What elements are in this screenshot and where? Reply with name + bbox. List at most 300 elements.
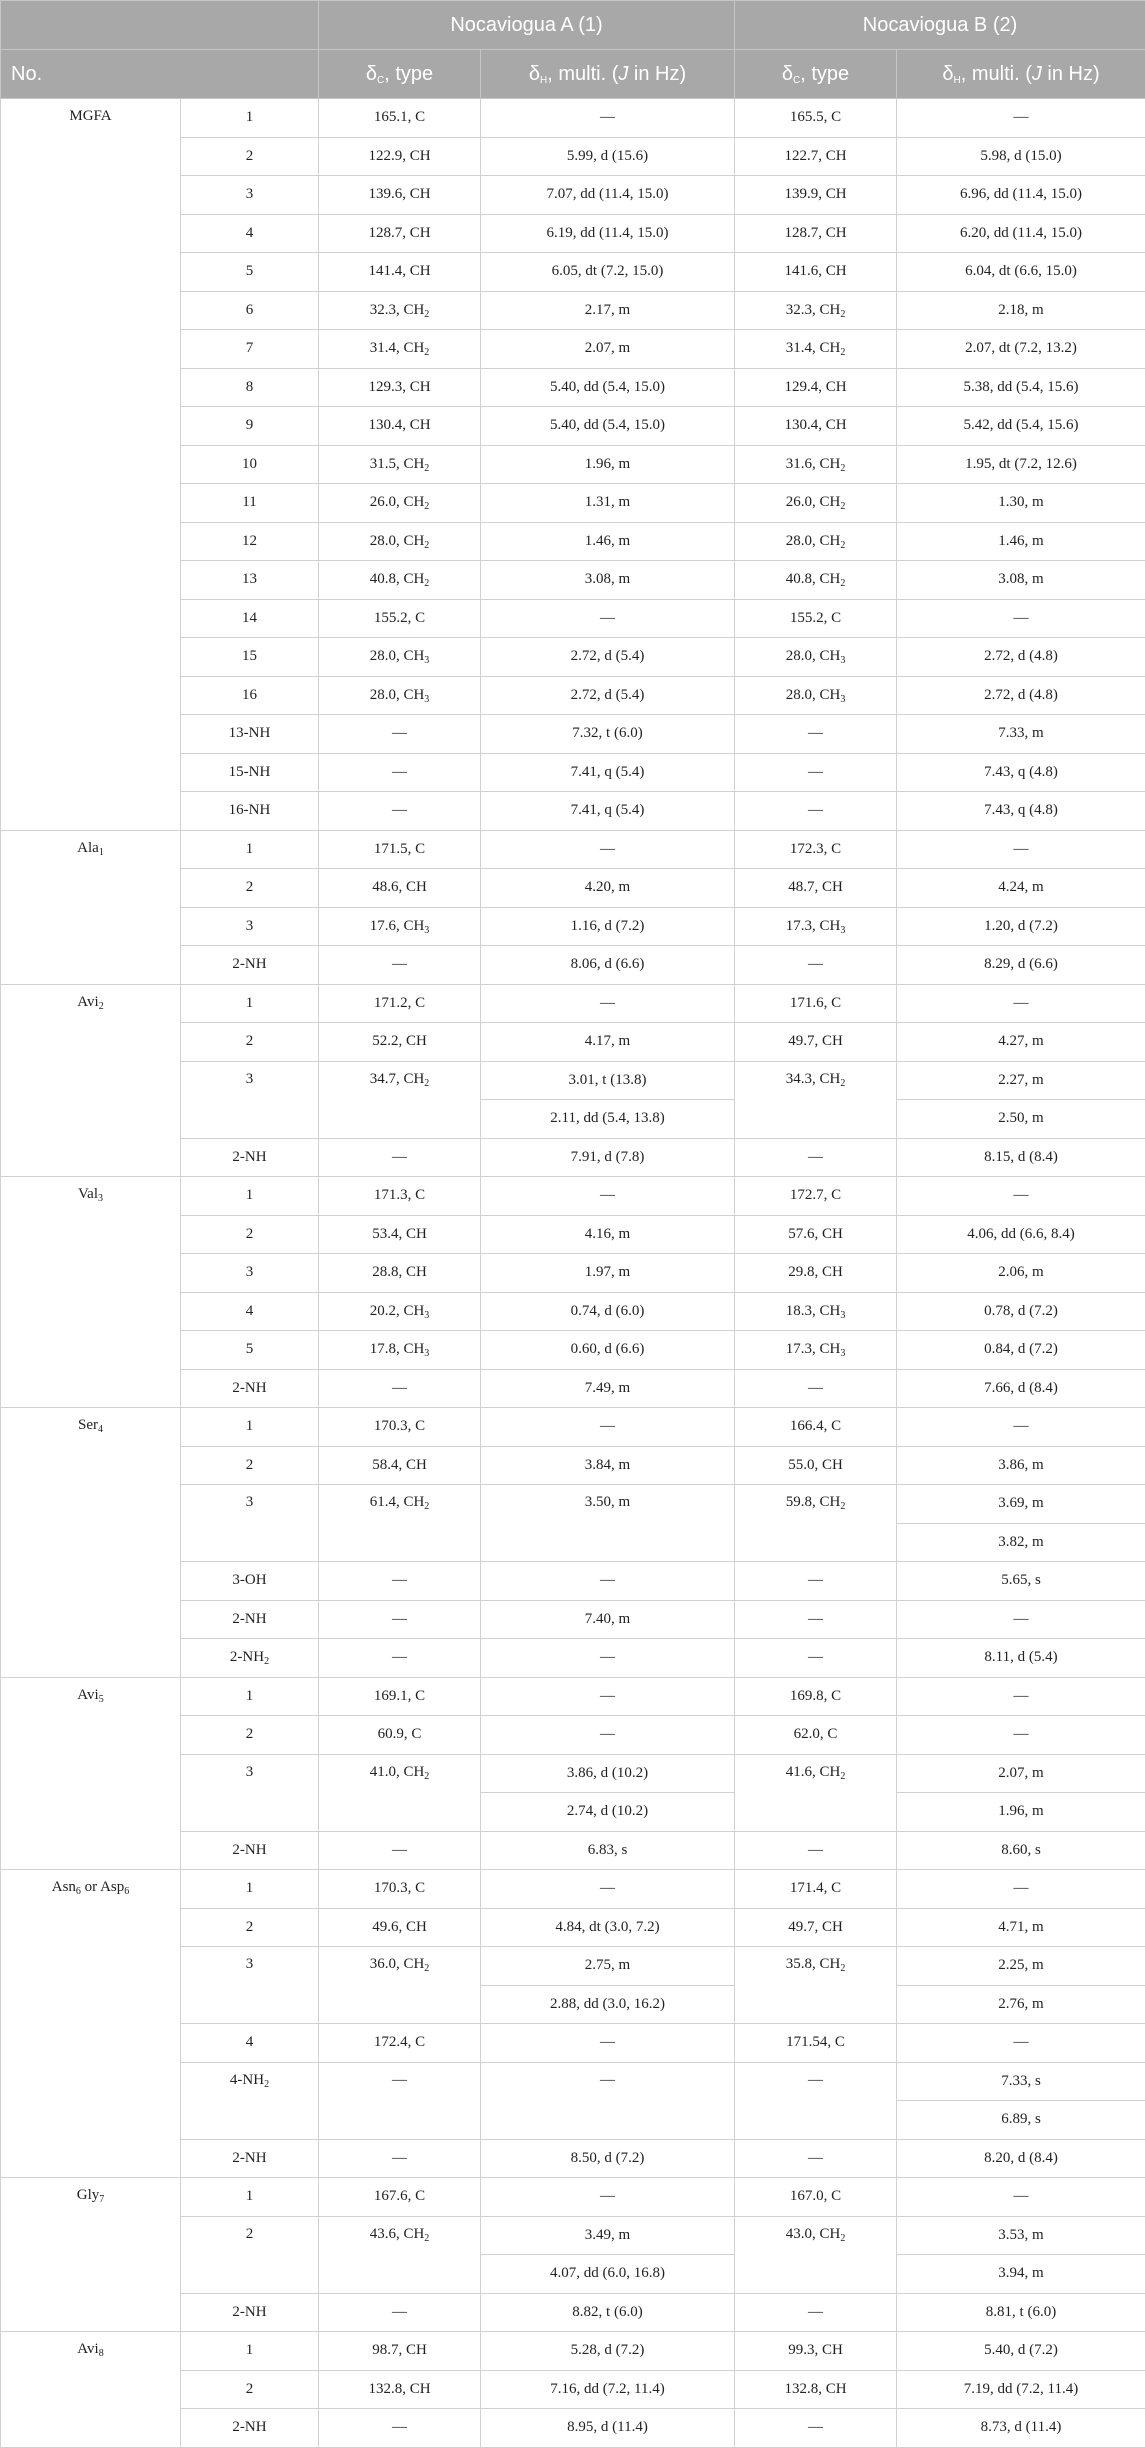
proton-shift-a: 7.41, q (5.4) [481,792,735,831]
position-cell: 15-NH [181,753,319,792]
position-cell: 2-NH [181,2409,319,2448]
carbon-shift-b: 172.3, C [735,830,897,869]
proton-shift-a: 1.46, m [481,522,735,561]
carbon-shift-a: 171.3, C [319,1177,481,1216]
carbon-shift-a: — [319,1639,481,1678]
table-row [1,830,1145,869]
carbon-shift-a: 171.2, C [319,984,481,1023]
residue-label: Ala$_1$ [1,830,181,984]
position-cell: 2 [181,2216,319,2293]
proton-shift-a: — [481,830,735,869]
proton-shift-b: — [897,1600,1145,1639]
carbon-shift-a: 132.8, CH [319,2370,481,2409]
proton-shift-a: 5.40, dd (5.4, 15.0) [481,368,735,407]
proton-shift-b: 4.06, dd (6.6, 8.4) [897,1215,1145,1254]
carbon-shift-a: 49.6, CH [319,1908,481,1947]
carbon-shift-a: 165.1, C [319,99,481,138]
position-cell: 9 [181,407,319,446]
carbon-shift-b: — [735,1369,897,1408]
proton-shift-b: 7.43, q (4.8) [897,753,1145,792]
proton-shift-b: 6.89, s [897,2101,1145,2140]
residue-label: Asn$_6$ or Asp$_6$ [1,1870,181,2178]
position-cell: 8 [181,368,319,407]
proton-shift-b: 5.98, d (15.0) [897,137,1145,176]
carbon-shift-a: 170.3, C [319,1870,481,1909]
position-cell: 1 [181,984,319,1023]
proton-shift-b: 6.04, dt (6.6, 15.0) [897,253,1145,292]
carbon-shift-a: — [319,1369,481,1408]
dc-type-header-a: $\delta_C$, type [319,50,481,99]
proton-shift-a: 0.60, d (6.6) [481,1331,735,1370]
proton-shift-a: 7.49, m [481,1369,735,1408]
carbon-shift-b: 17.3, $CH_3$ [735,1331,897,1370]
table-header [1,1,1145,99]
carbon-shift-a: — [319,946,481,985]
carbon-shift-b: 28.0, $CH_3$ [735,638,897,677]
proton-shift-b: — [897,1177,1145,1216]
proton-shift-b: 2.07, dt (7.2, 13.2) [897,330,1145,369]
carbon-shift-b: 155.2, C [735,599,897,638]
position-cell: 2-NH [181,1600,319,1639]
proton-shift-a: 2.17, m [481,291,735,330]
position-cell: 2 [181,869,319,908]
position-cell: 2-NH [181,1831,319,1870]
proton-shift-b: 5.38, dd (5.4, 15.6) [897,368,1145,407]
proton-shift-a: 2.74, d (10.2) [481,1793,735,1832]
table-row [1,2178,1145,2217]
carbon-shift-b: — [735,1138,897,1177]
proton-shift-a: 7.91, d (7.8) [481,1138,735,1177]
position-cell: 3 [181,1485,319,1562]
carbon-shift-a: 130.4, CH [319,407,481,446]
proton-shift-a: 6.19, dd (11.4, 15.0) [481,214,735,253]
proton-shift-b: 3.94, m [897,2255,1145,2294]
position-cell: 2-NH [181,2293,319,2332]
carbon-shift-a: 32.3, $CH_2$ [319,291,481,330]
proton-shift-b: — [897,830,1145,869]
carbon-shift-b: 49.7, CH [735,1908,897,1947]
proton-shift-a: 3.49, m [481,2216,735,2255]
proton-shift-a: 8.50, d (7.2) [481,2139,735,2178]
proton-shift-b: — [897,1408,1145,1447]
proton-shift-b: 1.96, m [897,1793,1145,1832]
table-row [1,2332,1145,2371]
proton-shift-a: 7.16, dd (7.2, 11.4) [481,2370,735,2409]
carbon-shift-b: 139.9, CH [735,176,897,215]
carbon-shift-a: 36.0, $CH_2$ [319,1947,481,2024]
carbon-shift-a: 28.0, $CH_3$ [319,638,481,677]
position-cell: 12 [181,522,319,561]
position-cell: 2 [181,1446,319,1485]
proton-shift-a: 2.72, d (5.4) [481,638,735,677]
position-cell: 5 [181,253,319,292]
carbon-shift-b: — [735,1562,897,1601]
carbon-shift-a: — [319,792,481,831]
carbon-shift-a: 167.6, C [319,2178,481,2217]
proton-shift-a: 7.32, t (6.0) [481,715,735,754]
carbon-shift-b: 132.8, CH [735,2370,897,2409]
proton-shift-b: 3.69, m [897,1485,1145,1524]
residue-label: Val$_3$ [1,1177,181,1408]
proton-shift-b: 1.95, dt (7.2, 12.6) [897,445,1145,484]
carbon-shift-b: 29.8, CH [735,1254,897,1293]
carbon-shift-b: 171.54, C [735,2024,897,2063]
carbon-shift-a: — [319,2062,481,2139]
carbon-shift-a: 139.6, CH [319,176,481,215]
proton-shift-b: 2.72, d (4.8) [897,638,1145,677]
carbon-shift-b: 32.3, $CH_2$ [735,291,897,330]
proton-shift-a: 8.82, t (6.0) [481,2293,735,2332]
proton-shift-a: 1.31, m [481,484,735,523]
position-cell: 11 [181,484,319,523]
position-cell: 2 [181,2370,319,2409]
position-cell: 3 [181,1754,319,1831]
proton-shift-b: 2.27, m [897,1061,1145,1100]
proton-shift-a: 3.84, m [481,1446,735,1485]
proton-shift-a: — [481,1177,735,1216]
proton-shift-b: 8.81, t (6.0) [897,2293,1145,2332]
proton-shift-b: 4.71, m [897,1908,1145,1947]
proton-shift-a: 7.07, dd (11.4, 15.0) [481,176,735,215]
table-row [1,1408,1145,1447]
position-cell: 4 [181,214,319,253]
carbon-shift-a: — [319,1562,481,1601]
proton-shift-b: 0.78, d (7.2) [897,1292,1145,1331]
carbon-shift-a: — [319,753,481,792]
carbon-shift-a: 128.7, CH [319,214,481,253]
proton-shift-b: 3.82, m [897,1523,1145,1562]
position-cell: 2 [181,137,319,176]
carbon-shift-a: 31.4, $CH_2$ [319,330,481,369]
position-cell: 6 [181,291,319,330]
proton-shift-a: — [481,1562,735,1601]
carbon-shift-b: 122.7, CH [735,137,897,176]
proton-shift-a: 4.16, m [481,1215,735,1254]
proton-shift-a: 8.06, d (6.6) [481,946,735,985]
carbon-shift-b: 129.4, CH [735,368,897,407]
position-cell: $4-NH_2$ [181,2062,319,2139]
carbon-shift-b: 34.3, $CH_2$ [735,1061,897,1138]
proton-shift-a: 3.50, m [481,1485,735,1562]
proton-shift-a: 3.01, t (13.8) [481,1061,735,1100]
carbon-shift-b: 141.6, CH [735,253,897,292]
position-cell: 1 [181,2178,319,2217]
carbon-shift-a: 26.0, $CH_2$ [319,484,481,523]
compound-b-header: Nocaviogua B (2) [735,1,1145,50]
carbon-shift-b: 55.0, CH [735,1446,897,1485]
carbon-shift-b: 165.5, C [735,99,897,138]
carbon-shift-a: 122.9, CH [319,137,481,176]
proton-shift-b: 8.11, d (5.4) [897,1639,1145,1678]
proton-shift-a: — [481,1870,735,1909]
position-cell: 5 [181,1331,319,1370]
carbon-shift-b: 59.8, $CH_2$ [735,1485,897,1562]
carbon-shift-b: 171.6, C [735,984,897,1023]
proton-shift-a: 3.08, m [481,561,735,600]
residue-label: MGFA [1,99,181,831]
position-cell: 1 [181,830,319,869]
proton-shift-a: — [481,1716,735,1755]
proton-shift-a: 2.11, dd (5.4, 13.8) [481,1100,735,1139]
carbon-shift-b: — [735,1600,897,1639]
carbon-shift-b: 35.8, $CH_2$ [735,1947,897,2024]
table-row [1,1177,1145,1216]
proton-shift-a: 1.96, m [481,445,735,484]
carbon-shift-a: — [319,1600,481,1639]
carbon-shift-b: 57.6, CH [735,1215,897,1254]
proton-shift-a: 0.74, d (6.0) [481,1292,735,1331]
proton-shift-a: 7.41, q (5.4) [481,753,735,792]
carbon-shift-a: 17.8, $CH_3$ [319,1331,481,1370]
carbon-shift-a: — [319,715,481,754]
carbon-shift-b: 172.7, C [735,1177,897,1216]
carbon-shift-b: 167.0, C [735,2178,897,2217]
carbon-shift-a: 28.0, $CH_3$ [319,676,481,715]
proton-shift-a: 1.16, d (7.2) [481,907,735,946]
position-cell: 7 [181,330,319,369]
carbon-shift-a: 31.5, $CH_2$ [319,445,481,484]
carbon-shift-b: 17.3, $CH_3$ [735,907,897,946]
position-cell: 2 [181,1716,319,1755]
proton-shift-b: 7.66, d (8.4) [897,1369,1145,1408]
carbon-shift-b: — [735,2409,897,2448]
proton-shift-b: 1.30, m [897,484,1145,523]
proton-shift-b: 1.20, d (7.2) [897,907,1145,946]
carbon-shift-a: 155.2, C [319,599,481,638]
carbon-shift-b: 128.7, CH [735,214,897,253]
carbon-shift-b: 48.7, CH [735,869,897,908]
proton-shift-b: 3.86, m [897,1446,1145,1485]
proton-shift-a: 4.17, m [481,1023,735,1062]
carbon-shift-a: 60.9, C [319,1716,481,1755]
position-cell: 1 [181,1677,319,1716]
proton-shift-b: 7.33, m [897,715,1145,754]
no-header: No. [1,50,319,99]
proton-shift-a: 8.95, d (11.4) [481,2409,735,2448]
residue-label: Avi$_2$ [1,984,181,1177]
position-cell: 2-NH [181,2139,319,2178]
proton-shift-b: 2.72, d (4.8) [897,676,1145,715]
position-cell: 14 [181,599,319,638]
proton-shift-a: — [481,2178,735,2217]
position-cell: 16 [181,676,319,715]
table-row [1,1870,1145,1909]
carbon-shift-a: 34.7, $CH_2$ [319,1061,481,1138]
position-cell: 3 [181,1254,319,1293]
carbon-shift-b: 28.0, $CH_2$ [735,522,897,561]
proton-shift-a: 4.20, m [481,869,735,908]
proton-shift-b: — [897,1870,1145,1909]
carbon-shift-a: 169.1, C [319,1677,481,1716]
proton-shift-b: 2.50, m [897,1100,1145,1139]
proton-shift-a: 6.83, s [481,1831,735,1870]
carbon-shift-b: 171.4, C [735,1870,897,1909]
header-row-compounds [1,1,1145,50]
carbon-shift-b: 28.0, $CH_3$ [735,676,897,715]
proton-shift-b: 8.15, d (8.4) [897,1138,1145,1177]
carbon-shift-a: 172.4, C [319,2024,481,2063]
carbon-shift-b: 166.4, C [735,1408,897,1447]
proton-shift-b: 8.20, d (8.4) [897,2139,1145,2178]
proton-shift-a: — [481,1639,735,1678]
carbon-shift-b: 169.8, C [735,1677,897,1716]
proton-shift-a: — [481,99,735,138]
carbon-shift-b: 31.4, $CH_2$ [735,330,897,369]
proton-shift-b: 2.07, m [897,1754,1145,1793]
proton-shift-a: 6.05, dt (7.2, 15.0) [481,253,735,292]
proton-shift-a: — [481,2062,735,2139]
proton-shift-b: 8.29, d (6.6) [897,946,1145,985]
proton-shift-a: — [481,1408,735,1447]
proton-shift-b: — [897,1716,1145,1755]
proton-shift-a: — [481,2024,735,2063]
proton-shift-b: 2.25, m [897,1947,1145,1986]
carbon-shift-b: — [735,2062,897,2139]
table-body [1,99,1145,2448]
position-cell: 1 [181,2332,319,2371]
proton-shift-b: 5.40, d (7.2) [897,2332,1145,2371]
proton-shift-a: 4.84, dt (3.0, 7.2) [481,1908,735,1947]
proton-shift-b: 6.20, dd (11.4, 15.0) [897,214,1145,253]
proton-shift-a: 5.28, d (7.2) [481,2332,735,2371]
position-cell: 1 [181,1177,319,1216]
proton-shift-a: 7.40, m [481,1600,735,1639]
carbon-shift-a: — [319,2409,481,2448]
carbon-shift-b: 26.0, $CH_2$ [735,484,897,523]
position-cell: 13-NH [181,715,319,754]
carbon-shift-a: 48.6, CH [319,869,481,908]
proton-shift-b: — [897,2024,1145,2063]
carbon-shift-a: 170.3, C [319,1408,481,1447]
position-cell: 4 [181,2024,319,2063]
carbon-shift-a: 43.6, $CH_2$ [319,2216,481,2293]
position-cell: 3 [181,176,319,215]
proton-shift-b: 7.19, dd (7.2, 11.4) [897,2370,1145,2409]
carbon-shift-b: — [735,753,897,792]
carbon-shift-b: — [735,1639,897,1678]
proton-shift-a: — [481,984,735,1023]
proton-shift-b: — [897,599,1145,638]
carbon-shift-a: 40.8, $CH_2$ [319,561,481,600]
carbon-shift-a: 58.4, CH [319,1446,481,1485]
position-cell: 2 [181,1023,319,1062]
proton-shift-a: 2.75, m [481,1947,735,1986]
header-row-columns [1,50,1145,99]
residue-label: Gly$_7$ [1,2178,181,2332]
proton-shift-a: 5.40, dd (5.4, 15.0) [481,407,735,446]
residue-label: Avi$_8$ [1,2332,181,2448]
dh-multi-header-a: $\delta_H$, multi. (J in Hz) [481,50,735,99]
compound-a-header: Nocaviogua A (1) [319,1,735,50]
proton-shift-b: 3.08, m [897,561,1145,600]
carbon-shift-b: — [735,1831,897,1870]
proton-shift-b: — [897,984,1145,1023]
proton-shift-b: 8.73, d (11.4) [897,2409,1145,2448]
carbon-shift-b: 18.3, $CH_3$ [735,1292,897,1331]
proton-shift-b: 5.65, s [897,1562,1145,1601]
header-blank [1,1,319,50]
proton-shift-b: 0.84, d (7.2) [897,1331,1145,1370]
proton-shift-a: — [481,1677,735,1716]
proton-shift-a: 2.72, d (5.4) [481,676,735,715]
position-cell: 3 [181,1061,319,1138]
carbon-shift-b: — [735,946,897,985]
position-cell: $2-NH_2$ [181,1639,319,1678]
carbon-shift-a: — [319,1831,481,1870]
carbon-shift-a: — [319,2139,481,2178]
carbon-shift-a: 41.0, $CH_2$ [319,1754,481,1831]
residue-label: Avi$_5$ [1,1677,181,1870]
proton-shift-b: 4.24, m [897,869,1145,908]
carbon-shift-a: 171.5, C [319,830,481,869]
proton-shift-b: — [897,99,1145,138]
carbon-shift-b: — [735,2139,897,2178]
proton-shift-a: 1.97, m [481,1254,735,1293]
carbon-shift-b: 130.4, CH [735,407,897,446]
carbon-shift-b: — [735,792,897,831]
position-cell: 2 [181,1215,319,1254]
carbon-shift-a: 28.0, $CH_2$ [319,522,481,561]
position-cell: 2-NH [181,946,319,985]
proton-shift-b: 2.18, m [897,291,1145,330]
carbon-shift-a: 17.6, $CH_3$ [319,907,481,946]
position-cell: 2-NH [181,1138,319,1177]
table-row [1,984,1145,1023]
position-cell: 1 [181,1408,319,1447]
proton-shift-a: — [481,599,735,638]
carbon-shift-a: — [319,2293,481,2332]
carbon-shift-b: 62.0, C [735,1716,897,1755]
position-cell: 2-NH [181,1369,319,1408]
carbon-shift-a: 61.4, $CH_2$ [319,1485,481,1562]
position-cell: 16-NH [181,792,319,831]
proton-shift-a: 4.07, dd (6.0, 16.8) [481,2255,735,2294]
carbon-shift-a: — [319,1138,481,1177]
proton-shift-b: 5.42, dd (5.4, 15.6) [897,407,1145,446]
carbon-shift-a: 20.2, $CH_3$ [319,1292,481,1331]
carbon-shift-b: — [735,715,897,754]
table-row [1,1677,1145,1716]
position-cell: 2 [181,1908,319,1947]
proton-shift-b: 2.06, m [897,1254,1145,1293]
dh-multi-header-b: $\delta_H$, multi. (J in Hz) [897,50,1145,99]
proton-shift-a: 2.88, dd (3.0, 16.2) [481,1985,735,2024]
position-cell: 3 [181,1947,319,2024]
carbon-shift-b: 40.8, $CH_2$ [735,561,897,600]
carbon-shift-b: 99.3, CH [735,2332,897,2371]
carbon-shift-b: 49.7, CH [735,1023,897,1062]
carbon-shift-b: 43.0, $CH_2$ [735,2216,897,2293]
carbon-shift-a: 141.4, CH [319,253,481,292]
proton-shift-b: 7.33, s [897,2062,1145,2101]
proton-shift-b: 3.53, m [897,2216,1145,2255]
proton-shift-b: — [897,2178,1145,2217]
proton-shift-a: 3.86, d (10.2) [481,1754,735,1793]
carbon-shift-a: 98.7, CH [319,2332,481,2371]
carbon-shift-b: 41.6, $CH_2$ [735,1754,897,1831]
position-cell: 3-OH [181,1562,319,1601]
position-cell: 13 [181,561,319,600]
proton-shift-a: 2.07, m [481,330,735,369]
position-cell: 1 [181,1870,319,1909]
position-cell: 1 [181,99,319,138]
position-cell: 3 [181,907,319,946]
proton-shift-b: — [897,1677,1145,1716]
carbon-shift-a: 53.4, CH [319,1215,481,1254]
proton-shift-b: 7.43, q (4.8) [897,792,1145,831]
proton-shift-a: 5.99, d (15.6) [481,137,735,176]
residue-label: Ser$_4$ [1,1408,181,1678]
